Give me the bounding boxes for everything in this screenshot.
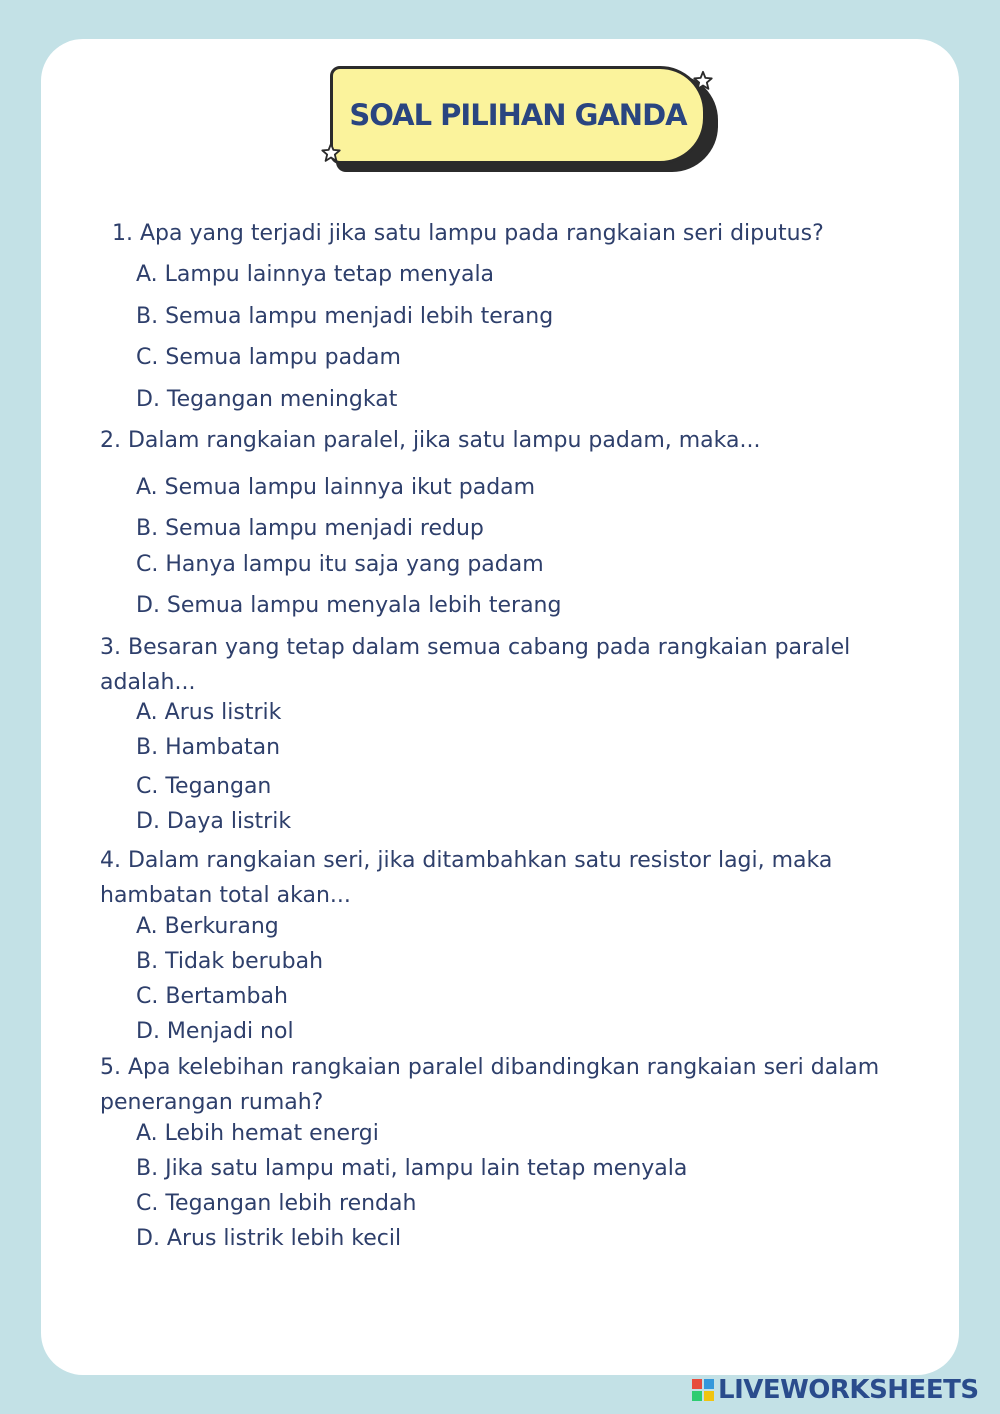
question-4-option-c[interactable]: C. Bertambah (136, 984, 288, 1009)
title-banner (322, 66, 722, 176)
question-3-option-b[interactable]: B. Hambatan (136, 735, 281, 760)
question-3-option-d[interactable]: D. Daya listrik (136, 809, 292, 834)
question-2-option-b[interactable]: B. Semua lampu menjadi redup (136, 516, 484, 541)
question-3-option-c[interactable]: C. Tegangan (136, 774, 272, 799)
question-4-option-a[interactable]: A. Berkurang (136, 914, 279, 939)
question-2-option-c[interactable]: C. Hanya lampu itu saja yang padam (136, 552, 544, 577)
liveworksheets-logo-icon (692, 1379, 714, 1401)
question-4: 4. Dalam rangkaian seri, jika ditambahkan satu resistor lagi, maka hambatan total akan... (100, 848, 833, 908)
star-icon (320, 142, 342, 164)
brand-name: LIVEWORKSHEETS (718, 1375, 979, 1405)
question-3-option-a[interactable]: A. Arus listrik (136, 700, 282, 725)
question-1-option-d[interactable]: D. Tegangan meningkat (136, 387, 398, 412)
footer-brand[interactable] (692, 1374, 979, 1406)
question-1-option-c[interactable]: C. Semua lampu padam (136, 345, 401, 370)
page-title: SOAL PILIHAN GANDA (349, 98, 687, 132)
question-3: 3. Besaran yang tetap dalam semua cabang pada rangkaian paralel adalah... (100, 635, 851, 695)
question-2: 2. Dalam rangkaian paralel, jika satu lampu padam, maka... (100, 428, 761, 453)
question-5: 5. Apa kelebihan rangkaian paralel dibandingkan rangkaian seri dalam penerangan rumah? (100, 1055, 880, 1115)
question-5-option-c[interactable]: C. Tegangan lebih rendah (136, 1191, 417, 1216)
star-icon (692, 70, 714, 92)
question-2-option-d[interactable]: D. Semua lampu menyala lebih terang (136, 593, 562, 618)
question-1: 1. Apa yang terjadi jika satu lampu pada rangkaian seri diputus? (112, 221, 824, 246)
question-4-option-b[interactable]: B. Tidak berubah (136, 949, 324, 974)
question-5-option-b[interactable]: B. Jika satu lampu mati, lampu lain tetap menyala (136, 1156, 688, 1181)
title-box (330, 66, 706, 164)
question-1-option-a[interactable]: A. Lampu lainnya tetap menyala (136, 262, 495, 287)
question-4-option-d[interactable]: D. Menjadi nol (136, 1019, 294, 1044)
question-1-option-b[interactable]: B. Semua lampu menjadi lebih terang (136, 304, 554, 329)
question-5-option-d[interactable]: D. Arus listrik lebih kecil (136, 1226, 402, 1251)
question-2-option-a[interactable]: A. Semua lampu lainnya ikut padam (136, 475, 536, 500)
question-5-option-a[interactable]: A. Lebih hemat energi (136, 1121, 379, 1146)
